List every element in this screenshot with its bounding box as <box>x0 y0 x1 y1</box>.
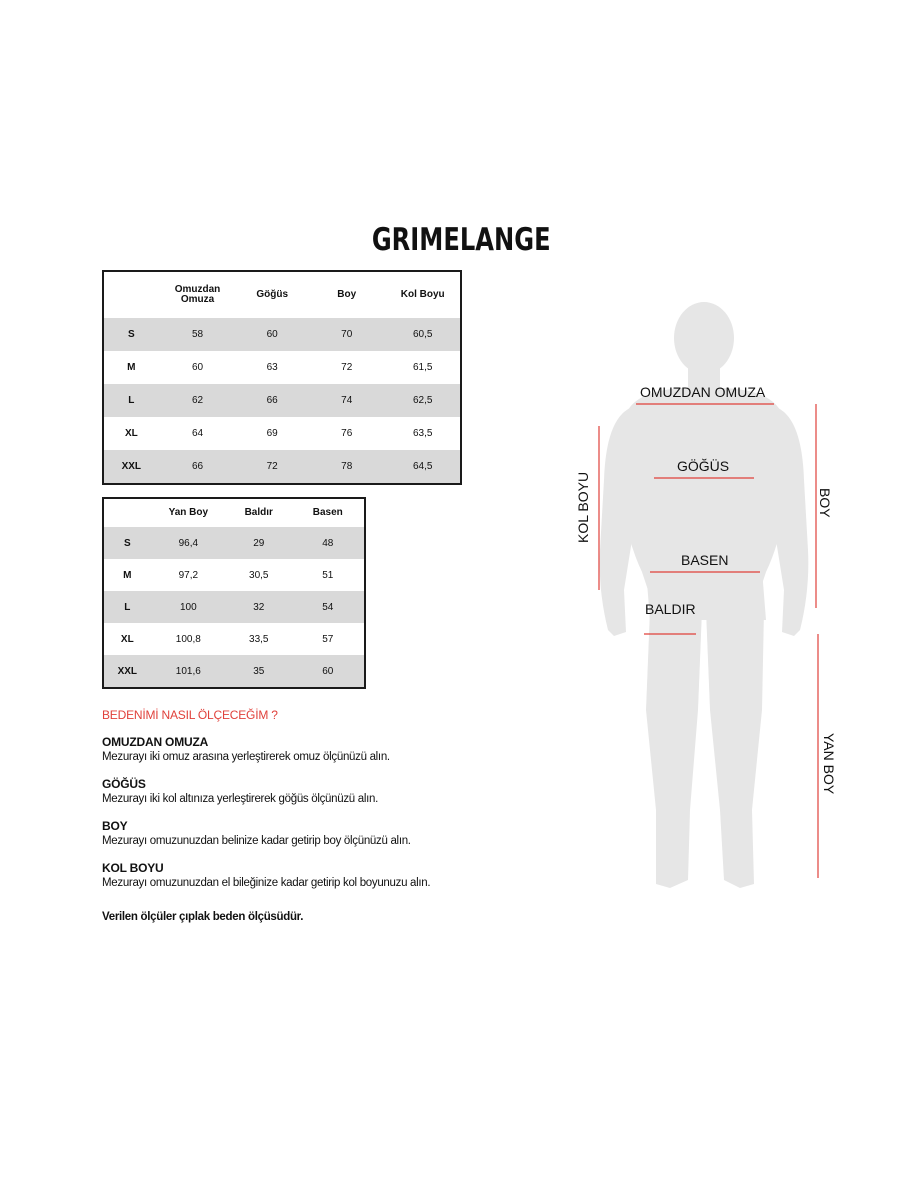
value-cell: 78 <box>308 450 385 484</box>
guide-text-sleeve: Mezurayı omuzunuzdan el bileğinize kadar getirip kol boyunuzu alın. <box>102 877 431 889</box>
value-cell: 60 <box>191 362 204 373</box>
value-cell: 76 <box>341 428 353 439</box>
size-cell: XXL <box>103 450 159 484</box>
guide-title-chest: GÖĞÜS <box>102 777 146 791</box>
value-cell: 57 <box>322 633 334 645</box>
label-thigh: BALDIR <box>645 601 696 617</box>
label-chest: GÖĞÜS <box>677 458 730 474</box>
value-cell: 54 <box>292 591 365 623</box>
header-cell <box>103 498 151 527</box>
table-row <box>103 417 461 450</box>
header-cell <box>159 271 237 318</box>
table-row <box>103 559 365 591</box>
label-side-length: YAN BOY <box>821 733 837 795</box>
value-cell: 66 <box>159 450 237 484</box>
header-cell: Basen <box>312 507 343 518</box>
guide-title-length: BOY <box>102 819 128 833</box>
value-cell: 64 <box>191 428 204 439</box>
brand-logo <box>102 222 821 258</box>
measure-guide <box>102 708 542 923</box>
value-cell: 66 <box>236 384 308 417</box>
guide-text-length: Mezurayı omuzunuzdan belinize kadar getirip boy ölçünüzü alın. <box>102 835 411 847</box>
size-cell: S <box>103 318 159 351</box>
value-cell: 48 <box>292 527 365 559</box>
table-header-row <box>103 271 461 318</box>
size-cell: XL <box>120 633 134 645</box>
guide-text-shoulder: Mezurayı iki omuz arasına yerleştirerek omuz ölçünüzü alın. <box>102 751 390 763</box>
size-cell: XXL <box>103 655 151 688</box>
guide-title-sleeve: KOL BOYU <box>102 861 164 875</box>
size-table-lower <box>102 497 366 689</box>
size-table-upper <box>102 270 462 485</box>
label-hip: BASEN <box>681 552 729 568</box>
brand-name: GRIMELANGE <box>371 222 551 258</box>
label-shoulder: OMUZDAN OMUZA <box>640 384 766 400</box>
value-cell: 62 <box>159 384 237 417</box>
size-cell: S <box>103 527 151 559</box>
guide-title-shoulder: OMUZDAN OMUZA <box>102 735 209 749</box>
table-header-row <box>103 498 365 527</box>
size-cell: M <box>123 569 132 581</box>
value-cell: 100 <box>151 591 226 623</box>
header-cell: Göğüs <box>256 289 289 300</box>
table-row <box>103 318 461 351</box>
value-cell: 62,5 <box>385 384 461 417</box>
header-cell: Kol Boyu <box>400 289 445 300</box>
table-row <box>103 450 461 484</box>
value-cell: 74 <box>308 384 385 417</box>
value-cell: 60 <box>236 318 308 351</box>
guide-question: BEDENİMİ NASIL ÖLÇECEĞİM ? <box>102 708 278 722</box>
table-row <box>103 527 365 559</box>
table-row <box>103 591 365 623</box>
table-row <box>103 655 365 688</box>
value-cell: 35 <box>226 655 292 688</box>
value-cell: 69 <box>266 428 278 439</box>
value-cell: 72 <box>341 362 353 373</box>
size-cell: L <box>103 384 159 417</box>
guide-note: Verilen ölçüler çıplak beden ölçüsüdür. <box>102 911 304 923</box>
value-cell: 101,6 <box>151 655 226 688</box>
label-sleeve: KOL BOYU <box>575 471 591 543</box>
value-cell: 60,5 <box>385 318 461 351</box>
value-cell: 64,5 <box>385 450 461 484</box>
header-cell <box>103 271 159 318</box>
table-row <box>103 623 365 655</box>
value-cell: 32 <box>226 591 292 623</box>
value-cell: 100,8 <box>175 633 201 645</box>
header-cell: Yan Boy <box>168 507 209 518</box>
header-cell: Boy <box>337 289 357 300</box>
size-cell: L <box>103 591 151 623</box>
value-cell: 96,4 <box>151 527 226 559</box>
value-cell: 58 <box>159 318 237 351</box>
body-silhouette-figure <box>560 290 920 900</box>
size-cell: M <box>127 362 136 373</box>
value-cell: 60 <box>292 655 365 688</box>
value-cell: 70 <box>308 318 385 351</box>
value-cell: 72 <box>236 450 308 484</box>
value-cell: 30,5 <box>249 569 269 581</box>
header-cell-text: Omuzdan Omuza <box>174 284 221 305</box>
guide-text-chest: Mezurayı iki kol altınıza yerleştirerek göğüs ölçünüzü alın. <box>102 793 379 805</box>
label-length: BOY <box>817 488 833 518</box>
table-row <box>103 384 461 417</box>
value-cell: 51 <box>322 569 334 581</box>
table-row <box>103 351 461 384</box>
value-cell: 29 <box>226 527 292 559</box>
value-cell: 61,5 <box>412 362 433 373</box>
value-cell: 97,2 <box>178 569 199 581</box>
size-cell: XL <box>124 428 138 439</box>
header-cell: Baldır <box>244 507 273 518</box>
value-cell: 33,5 <box>249 633 269 645</box>
value-cell: 63,5 <box>412 428 433 439</box>
value-cell: 63 <box>266 362 278 373</box>
